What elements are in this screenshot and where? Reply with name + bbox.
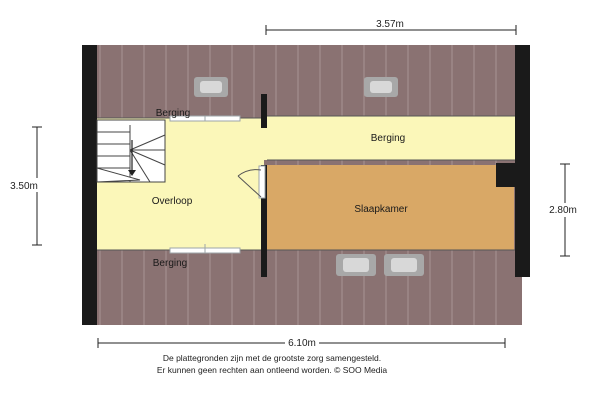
room-label-overloop: Overloop xyxy=(151,196,193,207)
room-label-berging-right: Berging xyxy=(370,133,406,144)
room-label-berging-bottom: Berging xyxy=(152,258,188,269)
wall-chimney xyxy=(496,163,515,187)
disclaimer-line-2: Er kunnen geen rechten aan ontleend worden. © SOO Media xyxy=(156,365,388,375)
disclaimer-line-1: De plattegronden zijn met de grootste zorg samengesteld. xyxy=(162,353,382,363)
wall-right xyxy=(515,45,530,277)
room-label-slaapkamer: Slaapkamer xyxy=(354,204,408,215)
dimension-left-label: 3.50m xyxy=(10,181,38,192)
wall-partition xyxy=(261,94,267,128)
dimension-right-label: 2.80m xyxy=(549,205,577,216)
room-label-berging-top: Berging xyxy=(155,108,191,119)
dimension-top-label: 3.57m xyxy=(376,19,404,30)
dimension-bottom-label: 6.10m xyxy=(288,338,316,349)
staircase xyxy=(97,120,165,182)
wall-left xyxy=(82,45,97,325)
